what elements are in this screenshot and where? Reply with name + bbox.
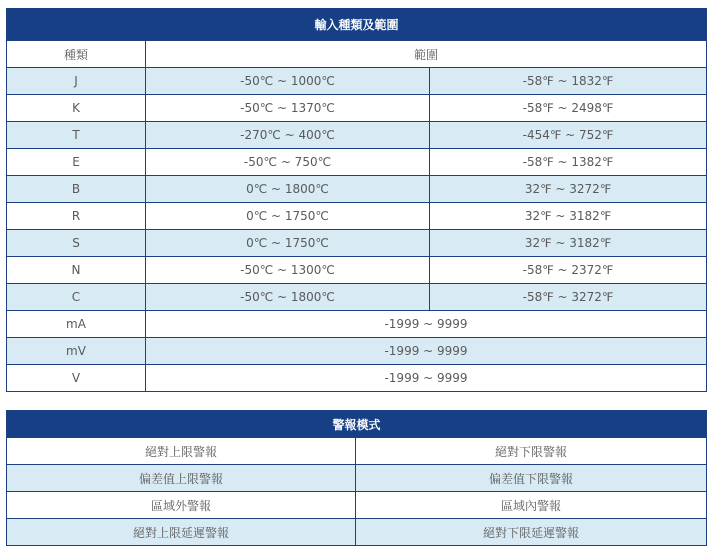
range-value: -1999 ~ 9999 [146, 365, 707, 392]
range-fahrenheit: -58℉ ~ 1382℉ [430, 149, 707, 176]
alarm-mode-left: 區域外警報 [7, 492, 356, 519]
alarm-mode-right: 絕對下限延遲警報 [356, 519, 707, 546]
input-range-title: 輸入種類及範圍 [7, 9, 707, 41]
range-fahrenheit: 32℉ ~ 3182℉ [430, 203, 707, 230]
range-celsius: -50℃ ~ 750℃ [146, 149, 430, 176]
range-fahrenheit: -454℉ ~ 752℉ [430, 122, 707, 149]
col-header-range: 範圍 [146, 41, 707, 68]
alarm-mode-title: 警報模式 [7, 411, 707, 438]
range-celsius: -50℃ ~ 1300℃ [146, 257, 430, 284]
alarm-mode-left: 絕對上限警報 [7, 438, 356, 465]
range-fahrenheit: 32℉ ~ 3272℉ [430, 176, 707, 203]
sensor-type: T [7, 122, 146, 149]
alarm-mode-right: 偏差值下限警報 [356, 465, 707, 492]
sensor-type: C [7, 284, 146, 311]
range-fahrenheit: -58℉ ~ 3272℉ [430, 284, 707, 311]
sensor-type: mA [7, 311, 146, 338]
table-row [7, 122, 707, 149]
sensor-type: S [7, 230, 146, 257]
table-row [7, 203, 707, 230]
sensor-type: K [7, 95, 146, 122]
sensor-type: J [7, 68, 146, 95]
table-row [7, 519, 707, 546]
table-row [7, 176, 707, 203]
sensor-type: R [7, 203, 146, 230]
sensor-type: N [7, 257, 146, 284]
range-value: -1999 ~ 9999 [146, 338, 707, 365]
range-celsius: -50℃ ~ 1800℃ [146, 284, 430, 311]
table-row [7, 95, 707, 122]
range-celsius: -50℃ ~ 1370℃ [146, 95, 430, 122]
range-celsius: -270℃ ~ 400℃ [146, 122, 430, 149]
sensor-type: B [7, 176, 146, 203]
input-range-table [6, 8, 707, 392]
alarm-mode-left: 絕對上限延遲警報 [7, 519, 356, 546]
alarm-mode-right: 絕對下限警報 [356, 438, 707, 465]
table-row [7, 311, 707, 338]
range-value: -1999 ~ 9999 [146, 311, 707, 338]
alarm-mode-left: 偏差值上限警報 [7, 465, 356, 492]
table-row [7, 230, 707, 257]
col-header-type: 種類 [7, 41, 146, 68]
alarm-mode-table [6, 410, 707, 546]
table-row [7, 257, 707, 284]
range-celsius: 0℃ ~ 1800℃ [146, 176, 430, 203]
alarm-mode-right: 區域內警報 [356, 492, 707, 519]
table-row [7, 284, 707, 311]
range-celsius: -50℃ ~ 1000℃ [146, 68, 430, 95]
sensor-type: mV [7, 338, 146, 365]
table-row [7, 465, 707, 492]
range-fahrenheit: -58℉ ~ 1832℉ [430, 68, 707, 95]
sensor-type: E [7, 149, 146, 176]
range-fahrenheit: -58℉ ~ 2372℉ [430, 257, 707, 284]
range-celsius: 0℃ ~ 1750℃ [146, 203, 430, 230]
range-fahrenheit: 32℉ ~ 3182℉ [430, 230, 707, 257]
table-row [7, 149, 707, 176]
range-celsius: 0℃ ~ 1750℃ [146, 230, 430, 257]
table-row [7, 338, 707, 365]
range-fahrenheit: -58℉ ~ 2498℉ [430, 95, 707, 122]
table-row [7, 68, 707, 95]
sensor-type: V [7, 365, 146, 392]
table-row [7, 492, 707, 519]
table-row [7, 365, 707, 392]
table-row [7, 438, 707, 465]
